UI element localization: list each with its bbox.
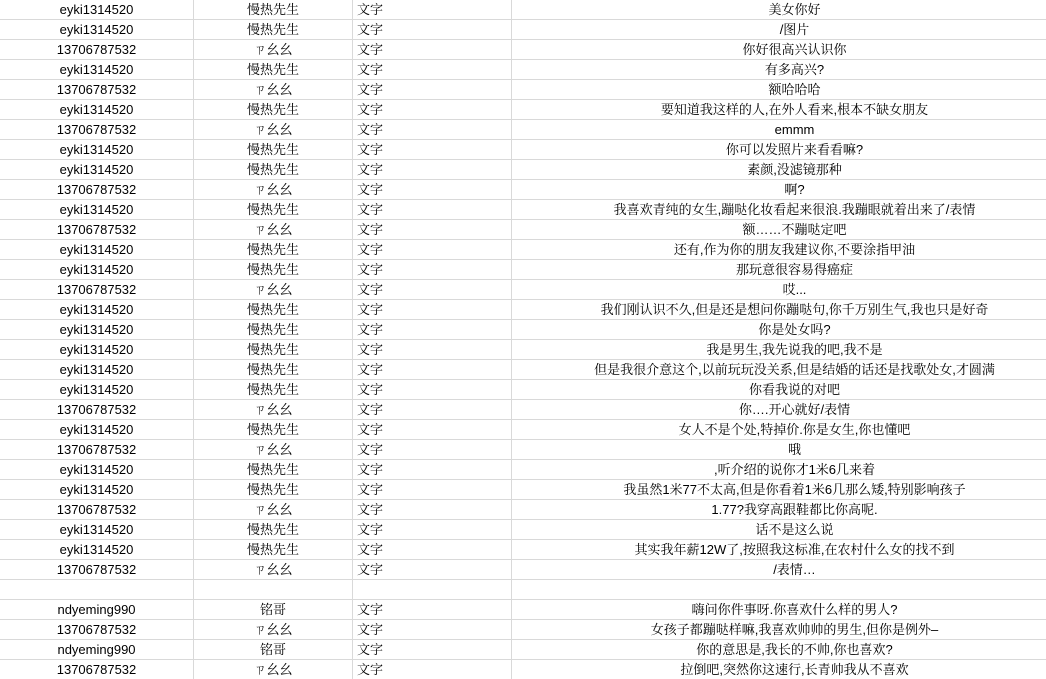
cell-message: 你….开心就好/表情 bbox=[512, 400, 1046, 420]
cell-message: 其实我年薪12W了,按照我这标准,在农村什么女的找不到 bbox=[512, 540, 1046, 560]
cell-nickname: 慢热先生 bbox=[194, 140, 353, 160]
cell-nickname: 慢热先生 bbox=[194, 0, 353, 20]
cell-message: 女孩子都蹦哒样嘛,我喜欢帅帅的男生,但你是例外– bbox=[512, 620, 1046, 640]
cell-account: 13706787532 bbox=[0, 280, 194, 300]
cell-account: eyki1314520 bbox=[0, 300, 194, 320]
cell-nickname: ㄗ幺幺 bbox=[194, 280, 353, 300]
table-row[interactable] bbox=[0, 540, 1046, 560]
cell-message: 要知道我这样的人,在外人看来,根本不缺女朋友 bbox=[512, 100, 1046, 120]
cell-account: 13706787532 bbox=[0, 560, 194, 580]
cell-nickname: ㄗ幺幺 bbox=[194, 40, 353, 60]
cell-type: 文字 bbox=[353, 120, 512, 140]
cell-message: emmm bbox=[512, 120, 1046, 140]
cell-nickname: 慢热先生 bbox=[194, 100, 353, 120]
cell-type: 文字 bbox=[353, 540, 512, 560]
table-cell-empty bbox=[353, 580, 512, 600]
cell-nickname: 慢热先生 bbox=[194, 260, 353, 280]
cell-message: 额哈哈哈 bbox=[512, 80, 1046, 100]
cell-account: 13706787532 bbox=[0, 220, 194, 240]
cell-type: 文字 bbox=[353, 320, 512, 340]
table-row[interactable] bbox=[0, 0, 1046, 20]
cell-account: eyki1314520 bbox=[0, 260, 194, 280]
cell-type: 文字 bbox=[353, 20, 512, 40]
table-row[interactable] bbox=[0, 180, 1046, 200]
cell-type: 文字 bbox=[353, 480, 512, 500]
cell-message: 我们刚认识不久,但是还是想问你蹦哒句,你千万别生气,我也只是好奇 bbox=[512, 300, 1046, 320]
cell-type: 文字 bbox=[353, 660, 512, 679]
cell-nickname: ㄗ幺幺 bbox=[194, 620, 353, 640]
cell-message: 美女你好 bbox=[512, 0, 1046, 20]
cell-nickname: 慢热先生 bbox=[194, 200, 353, 220]
cell-message: 嗨问你件事呀.你喜欢什么样的男人? bbox=[512, 600, 1046, 620]
cell-message: 素颜,没滤镜那种 bbox=[512, 160, 1046, 180]
cell-account: eyki1314520 bbox=[0, 100, 194, 120]
table-row[interactable] bbox=[0, 220, 1046, 240]
cell-type: 文字 bbox=[353, 160, 512, 180]
cell-type: 文字 bbox=[353, 520, 512, 540]
cell-account: 13706787532 bbox=[0, 80, 194, 100]
cell-nickname: 慢热先生 bbox=[194, 480, 353, 500]
cell-type: 文字 bbox=[353, 180, 512, 200]
table-row[interactable] bbox=[0, 600, 1046, 620]
cell-nickname: 慢热先生 bbox=[194, 320, 353, 340]
cell-nickname: 慢热先生 bbox=[194, 340, 353, 360]
cell-account: 13706787532 bbox=[0, 400, 194, 420]
cell-type: 文字 bbox=[353, 100, 512, 120]
table-row[interactable] bbox=[0, 380, 1046, 400]
cell-nickname: 慢热先生 bbox=[194, 520, 353, 540]
cell-nickname: 慢热先生 bbox=[194, 60, 353, 80]
cell-nickname: ㄗ幺幺 bbox=[194, 80, 353, 100]
cell-message: 你可以发照片来看看嘛? bbox=[512, 140, 1046, 160]
table-row[interactable] bbox=[0, 280, 1046, 300]
cell-message: 我虽然1米77不太高,但是你看着1米6几那么矮,特别影响孩子 bbox=[512, 480, 1046, 500]
cell-message: 有多高兴? bbox=[512, 60, 1046, 80]
cell-type: 文字 bbox=[353, 0, 512, 20]
cell-account: eyki1314520 bbox=[0, 20, 194, 40]
cell-nickname: 慢热先生 bbox=[194, 460, 353, 480]
cell-message: 哎... bbox=[512, 280, 1046, 300]
cell-nickname: 慢热先生 bbox=[194, 300, 353, 320]
cell-type: 文字 bbox=[353, 500, 512, 520]
cell-nickname: 慢热先生 bbox=[194, 240, 353, 260]
table-row[interactable] bbox=[0, 100, 1046, 120]
cell-type: 文字 bbox=[353, 40, 512, 60]
cell-account: 13706787532 bbox=[0, 620, 194, 640]
cell-account: eyki1314520 bbox=[0, 160, 194, 180]
cell-type: 文字 bbox=[353, 380, 512, 400]
cell-type: 文字 bbox=[353, 560, 512, 580]
cell-type: 文字 bbox=[353, 400, 512, 420]
cell-message: 我是男生,我先说我的吧,我不是 bbox=[512, 340, 1046, 360]
table-row[interactable] bbox=[0, 620, 1046, 640]
cell-account: 13706787532 bbox=[0, 180, 194, 200]
cell-type: 文字 bbox=[353, 420, 512, 440]
cell-nickname: 慢热先生 bbox=[194, 160, 353, 180]
table-row[interactable] bbox=[0, 140, 1046, 160]
cell-message: 哦 bbox=[512, 440, 1046, 460]
cell-account: eyki1314520 bbox=[0, 200, 194, 220]
table-row[interactable] bbox=[0, 340, 1046, 360]
cell-account: eyki1314520 bbox=[0, 60, 194, 80]
cell-nickname: ㄗ幺幺 bbox=[194, 440, 353, 460]
cell-type: 文字 bbox=[353, 620, 512, 640]
cell-nickname: 铭哥 bbox=[194, 600, 353, 620]
table-row[interactable] bbox=[0, 20, 1046, 40]
cell-nickname: ㄗ幺幺 bbox=[194, 220, 353, 240]
cell-message: 女人不是个处,特掉价.你是女生,你也懂吧 bbox=[512, 420, 1046, 440]
table-row[interactable] bbox=[0, 560, 1046, 580]
table-row[interactable] bbox=[0, 260, 1046, 280]
table-row[interactable] bbox=[0, 640, 1046, 660]
cell-message: 话不是这么说 bbox=[512, 520, 1046, 540]
table-row[interactable] bbox=[0, 520, 1046, 540]
table-cell-empty bbox=[512, 580, 1046, 600]
cell-message: 你好很高兴认识你 bbox=[512, 40, 1046, 60]
cell-nickname: ㄗ幺幺 bbox=[194, 400, 353, 420]
cell-message: /表情… bbox=[512, 560, 1046, 580]
cell-message: 你看我说的对吧 bbox=[512, 380, 1046, 400]
cell-account: eyki1314520 bbox=[0, 480, 194, 500]
cell-type: 文字 bbox=[353, 140, 512, 160]
cell-message: 你的意思是,我长的不帅,你也喜欢? bbox=[512, 640, 1046, 660]
cell-type: 文字 bbox=[353, 60, 512, 80]
table-row-spacer bbox=[0, 580, 1046, 600]
cell-nickname: 慢热先生 bbox=[194, 380, 353, 400]
cell-message: 1.77?我穿高跟鞋都比你高呢. bbox=[512, 500, 1046, 520]
cell-account: 13706787532 bbox=[0, 440, 194, 460]
table-row[interactable] bbox=[0, 460, 1046, 480]
cell-type: 文字 bbox=[353, 80, 512, 100]
cell-type: 文字 bbox=[353, 440, 512, 460]
cell-account: eyki1314520 bbox=[0, 540, 194, 560]
cell-account: 13706787532 bbox=[0, 120, 194, 140]
cell-nickname: ㄗ幺幺 bbox=[194, 560, 353, 580]
table-row[interactable] bbox=[0, 200, 1046, 220]
table-row[interactable] bbox=[0, 120, 1046, 140]
cell-account: eyki1314520 bbox=[0, 320, 194, 340]
cell-account: eyki1314520 bbox=[0, 240, 194, 260]
cell-account: eyki1314520 bbox=[0, 360, 194, 380]
cell-account: ndyeming990 bbox=[0, 640, 194, 660]
cell-account: ndyeming990 bbox=[0, 600, 194, 620]
cell-type: 文字 bbox=[353, 280, 512, 300]
cell-type: 文字 bbox=[353, 240, 512, 260]
cell-account: eyki1314520 bbox=[0, 140, 194, 160]
cell-type: 文字 bbox=[353, 340, 512, 360]
cell-message: ,听介绍的说你才1米6几来着 bbox=[512, 460, 1046, 480]
cell-message: 拉倒吧,突然你这速行,长青帅我从不喜欢 bbox=[512, 660, 1046, 679]
cell-account: 13706787532 bbox=[0, 40, 194, 60]
table-row[interactable] bbox=[0, 80, 1046, 100]
cell-message: 还有,作为你的朋友我建议你,不要涂指甲油 bbox=[512, 240, 1046, 260]
cell-account: eyki1314520 bbox=[0, 460, 194, 480]
table-row[interactable] bbox=[0, 440, 1046, 460]
table-cell-empty bbox=[194, 580, 353, 600]
cell-nickname: 慢热先生 bbox=[194, 420, 353, 440]
cell-message: /图片 bbox=[512, 20, 1046, 40]
cell-type: 文字 bbox=[353, 220, 512, 240]
cell-nickname: 慢热先生 bbox=[194, 360, 353, 380]
cell-message: 我喜欢青纯的女生,蹦哒化妆看起来很浪.我蹦眼就着出来了/表情 bbox=[512, 200, 1046, 220]
cell-account: eyki1314520 bbox=[0, 380, 194, 400]
table-row[interactable] bbox=[0, 300, 1046, 320]
cell-account: eyki1314520 bbox=[0, 520, 194, 540]
cell-type: 文字 bbox=[353, 200, 512, 220]
cell-nickname: 慢热先生 bbox=[194, 540, 353, 560]
cell-type: 文字 bbox=[353, 300, 512, 320]
table-row[interactable] bbox=[0, 60, 1046, 80]
table-row[interactable] bbox=[0, 660, 1046, 679]
cell-account: eyki1314520 bbox=[0, 340, 194, 360]
table-row[interactable] bbox=[0, 400, 1046, 420]
cell-message: 你是处女吗? bbox=[512, 320, 1046, 340]
table-row[interactable] bbox=[0, 40, 1046, 60]
cell-nickname: ㄗ幺幺 bbox=[194, 660, 353, 679]
table-row[interactable] bbox=[0, 480, 1046, 500]
cell-nickname: 慢热先生 bbox=[194, 20, 353, 40]
cell-message: 那玩意很容易得癌症 bbox=[512, 260, 1046, 280]
cell-nickname: ㄗ幺幺 bbox=[194, 180, 353, 200]
table-row[interactable] bbox=[0, 320, 1046, 340]
cell-message: 但是我很介意这个,以前玩玩没关系,但是结婚的话还是找歌处女,才圆满 bbox=[512, 360, 1046, 380]
cell-nickname: 铭哥 bbox=[194, 640, 353, 660]
cell-nickname: ㄗ幺幺 bbox=[194, 120, 353, 140]
cell-account: eyki1314520 bbox=[0, 0, 194, 20]
cell-account: eyki1314520 bbox=[0, 420, 194, 440]
cell-type: 文字 bbox=[353, 640, 512, 660]
cell-account: 13706787532 bbox=[0, 660, 194, 679]
table-row[interactable] bbox=[0, 160, 1046, 180]
table-row[interactable] bbox=[0, 500, 1046, 520]
table-row[interactable] bbox=[0, 360, 1046, 380]
cell-type: 文字 bbox=[353, 460, 512, 480]
cell-message: 额……不蹦哒定吧 bbox=[512, 220, 1046, 240]
cell-nickname: ㄗ幺幺 bbox=[194, 500, 353, 520]
table-row[interactable] bbox=[0, 240, 1046, 260]
cell-type: 文字 bbox=[353, 600, 512, 620]
cell-type: 文字 bbox=[353, 260, 512, 280]
table-row[interactable] bbox=[0, 420, 1046, 440]
table-cell-empty bbox=[0, 580, 194, 600]
cell-type: 文字 bbox=[353, 360, 512, 380]
cell-account: 13706787532 bbox=[0, 500, 194, 520]
cell-message: 啊? bbox=[512, 180, 1046, 200]
